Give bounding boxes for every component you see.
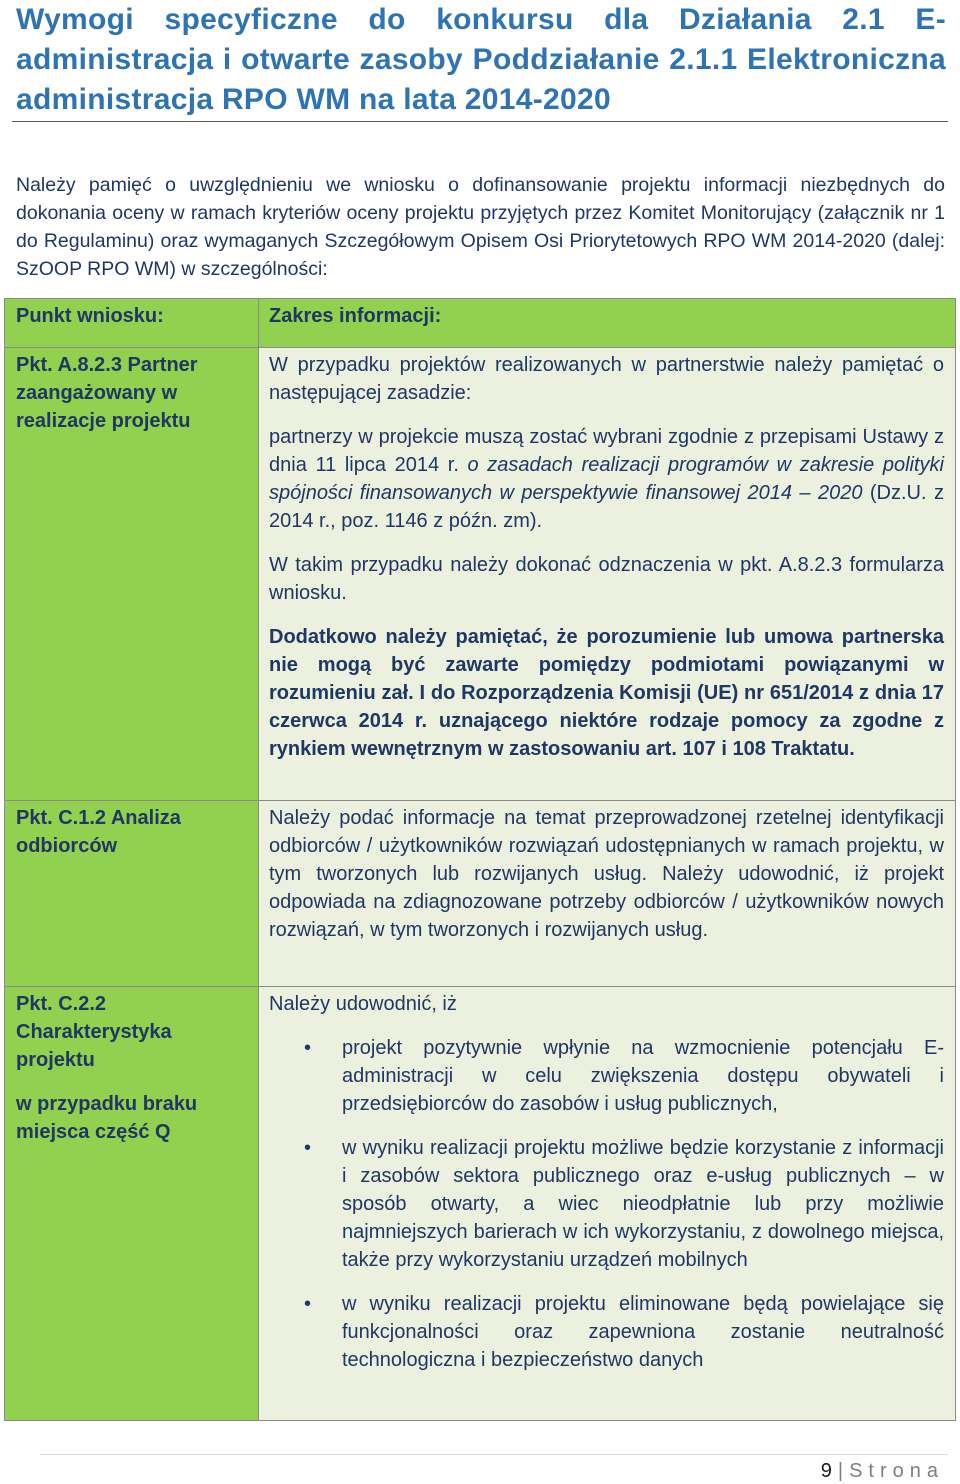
- row-label-partner: Pkt. A.8.2.3 Partner zaangażowany w realizacje projektu: [16, 354, 198, 432]
- row-content-cell: [259, 801, 956, 987]
- characteristics-list: [269, 1034, 944, 1374]
- row-label-characteristics: Pkt. C.2.2 Charakterystyka projektu: [16, 993, 172, 1071]
- legal-basis-text: partnerzy w projekcie muszą zostać wybrani zgodnie z przepisami Ustawy z dnia 11 lipca 2014 r.: [269, 426, 944, 476]
- recipients-analysis-text: Należy podać informacje na temat przeprowadzonej rzetelnej identyfikacji odbiorców / użytkowników rozwiązań udostępnianych w ramach projektu, w tym tworzonych lub rozwijanych usług. Należy udowodnić, iż projekt odpowiada na zdiagnozowane potrzeby odbiorców / użytkowników nowych rozwiązań, w tym tworzonych i rozwijanych usług.: [269, 807, 944, 941]
- row-label-cell: [5, 801, 259, 987]
- list-item: [269, 1134, 944, 1274]
- list-item: [269, 1034, 944, 1118]
- footer-separator: |: [837, 1460, 844, 1482]
- requirements-table: [4, 298, 956, 1421]
- page-number: 9: [820, 1460, 832, 1482]
- characteristics-intro: Należy udowodnić, iż: [269, 993, 457, 1015]
- list-item-text: w wyniku realizacji projektu eliminowane będą powielające się funkcjonalności oraz zapewniona zostanie neutralność technologiczna i bezpieczeństwo danych: [342, 1293, 944, 1371]
- row-label-cell: [5, 987, 259, 1421]
- header-scope-label: Zakres informacji:: [269, 305, 442, 327]
- bullet-icon: •: [304, 1137, 312, 1159]
- row-label-space-note: w przypadku braku miejsca część Q: [16, 1093, 198, 1143]
- partner-rule-intro: W przypadku projektów realizowanych w partnerstwie należy pamiętać o następującej zasadzie:: [269, 354, 944, 404]
- list-item-text: projekt pozytywnie wpłynie na wzmocnienie potencjału E-administracji w celu zwiększenia dostępu obywateli i przedsiębiorców do zasobów i usług publicznych,: [342, 1037, 944, 1115]
- row-label-cell: [5, 348, 259, 801]
- header-cell-scope: [259, 299, 956, 348]
- bullet-icon: •: [304, 1037, 312, 1059]
- bullet-icon: •: [304, 1293, 312, 1315]
- table-row: [5, 801, 956, 987]
- header-point-label: Punkt wniosku:: [16, 305, 164, 327]
- header-cell-point: [5, 299, 259, 348]
- table-row: [5, 348, 956, 801]
- row-content-cell: [259, 348, 956, 801]
- partner-marking-note: W takim przypadku należy dokonać odznaczenia w pkt. A.8.2.3 formularza wniosku.: [269, 554, 944, 604]
- list-item: [269, 1290, 944, 1374]
- row-label-recipients: Pkt. C.1.2 Analiza odbiorców: [16, 807, 181, 857]
- footer-divider: [40, 1454, 948, 1455]
- title-underline: [12, 121, 948, 122]
- list-item-text: w wyniku realizacji projektu możliwe będzie korzystanie z informacji i zasobów sektora publicznego oraz e-usług publicznych – w sposób otwarty, a wiec nieodpłatnie lub przy możliwie najmniejszych barierach w ich wykorzystaniu, z dowolnego miejsca, także przy wykorzystaniu urządzeń mobilnych: [342, 1137, 944, 1271]
- page-footer: [821, 1458, 944, 1484]
- intro-paragraph: Należy pamięć o uwzględnieniu we wniosku o dofinansowanie projektu informacji niezbędnych do dokonania oceny w ramach kryteriów oceny projektu przyjętych przez Komitet Monitorujący (załącznik nr 1 do Regulaminu) oraz wymaganych Szczegółowym Opisem Osi Priorytetowych RPO WM 2014-2020 (dalej: SzOOP RPO WM) w szczególności:: [16, 174, 945, 280]
- partner-legal-basis: [269, 423, 944, 535]
- row-content-cell: [259, 987, 956, 1421]
- page-word: Strona: [849, 1460, 944, 1482]
- page-title: Wymogi specyficzne do konkursu dla Działania 2.1 E-administracja i otwarte zasoby Poddziałanie 2.1.1 Elektroniczna administracja RPO WM na lata 2014-2020: [16, 3, 946, 116]
- act-title: o zasadach realizacji programów w zakresie polityki spójności finansowanych w perspektywie finansowej 2014 – 2020: [269, 454, 944, 504]
- partner-restriction-note: Dodatkowo należy pamiętać, że porozumienie lub umowa partnerska nie mogą być zawarte pomiędzy podmiotami powiązanymi w rozumieniu zał. I do Rozporządzenia Komisji (UE) nr 651/2014 z dnia 17 czerwca 2014 r. uznającego niektóre rodzaje pomocy za zgodne z rynkiem wewnętrznym w zastosowaniu art. 107 i 108 Traktatu.: [269, 626, 944, 760]
- table-header-row: [5, 299, 956, 348]
- journal-reference: (Dz.U. z 2014 r., poz. 1146 z późn. zm).: [269, 482, 944, 532]
- table-row: [5, 987, 956, 1421]
